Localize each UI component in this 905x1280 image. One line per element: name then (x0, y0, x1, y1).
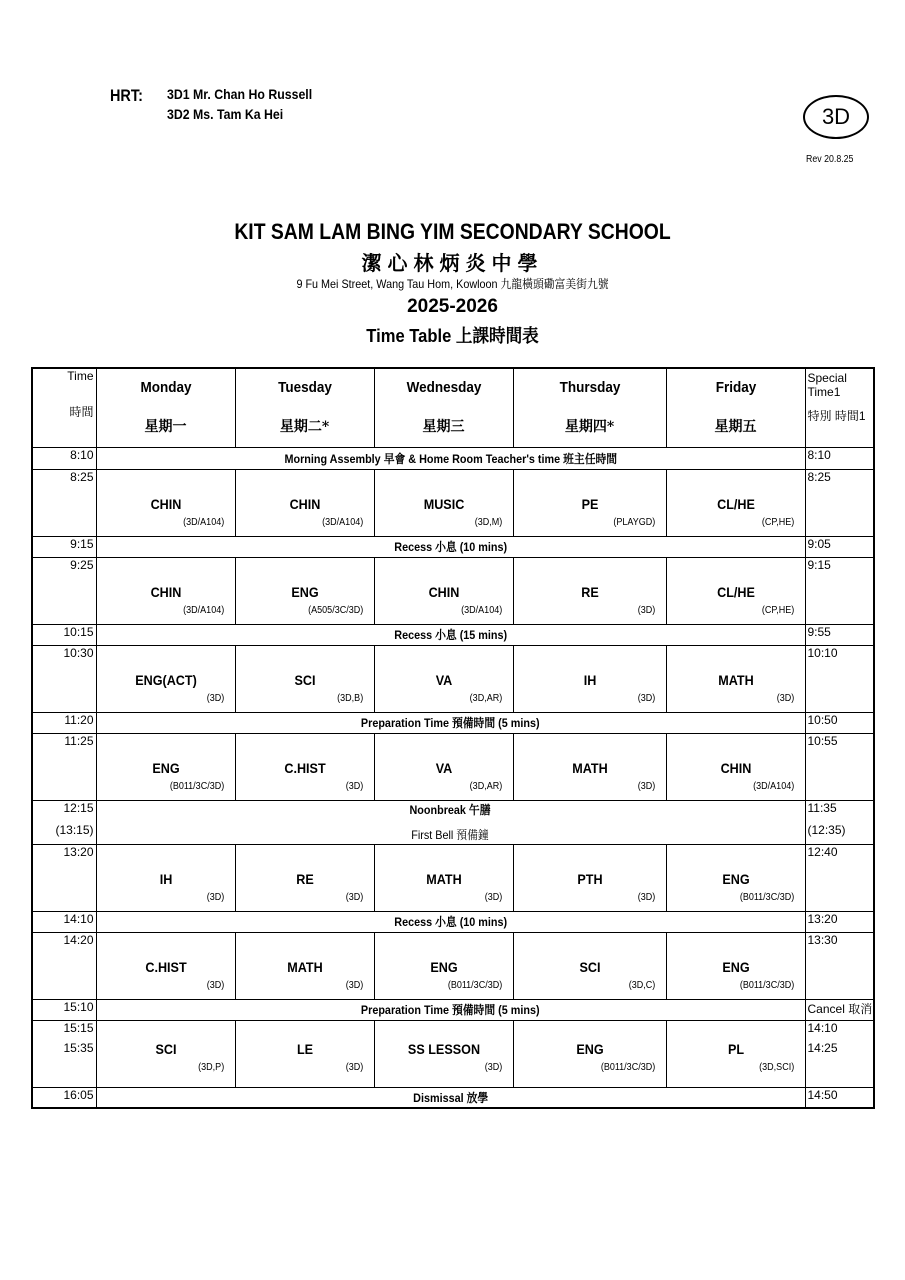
lesson-subject: SCI (578, 958, 601, 975)
lesson-cell (513, 645, 666, 712)
lesson-room: (3D) (484, 891, 502, 903)
timetable-title: Time Table 上課時間表 (366, 326, 539, 346)
period-special-value: 10:10 (807, 645, 838, 660)
period-time (32, 469, 96, 536)
lesson-cell (374, 469, 513, 536)
lesson-cell (666, 932, 805, 999)
lesson-cell (374, 932, 513, 999)
break-special-value: 11:35 (807, 800, 837, 815)
lesson-room: (3D) (345, 979, 363, 991)
break-time (32, 712, 96, 733)
break-label (96, 911, 805, 932)
period-time (32, 645, 96, 712)
lesson-room: (B011/3C/3D) (169, 780, 224, 792)
lesson-room: (3D) (345, 891, 363, 903)
break-special-value: 13:20 (807, 911, 838, 926)
lesson-subject: PE (581, 495, 598, 512)
break-special-value: 9:05 (807, 536, 831, 551)
lesson-cell (666, 557, 805, 624)
lesson-subject: SS LESSON (407, 1040, 480, 1057)
lesson-room: (3D) (206, 692, 224, 704)
break-time (32, 800, 96, 844)
lesson-subject: RE (580, 583, 599, 600)
break-label (96, 999, 805, 1020)
lesson-room: (3D) (637, 692, 655, 704)
period-time-value: 10:30 (63, 645, 94, 660)
period-row (32, 557, 874, 624)
period-special-value: 10:55 (807, 733, 838, 748)
period-special-value: 8:25 (807, 469, 831, 484)
break-text: Morning Assembly 早會 & Home Room Teacher's time 班主任時間 (284, 451, 617, 466)
period-time (32, 1020, 96, 1087)
lesson-cell (235, 645, 374, 712)
lesson-subject: CHIN (720, 759, 751, 776)
day-name-en: Thursday (559, 379, 620, 396)
lesson-cell (374, 645, 513, 712)
period-time-value: 8:25 (70, 469, 94, 484)
lesson-room: (B011/3C/3D) (600, 1061, 655, 1073)
break-label (96, 536, 805, 557)
break-row (32, 800, 874, 844)
break-text: Recess 小息 (10 mins) (394, 540, 507, 554)
lesson-cell (513, 844, 666, 911)
lesson-room: (3D) (484, 1061, 502, 1073)
break-special-time (805, 536, 874, 557)
break-text: Preparation Time 預備時間 (5 mins) (361, 1003, 540, 1017)
day-wednesday (374, 368, 513, 447)
break-row (32, 624, 874, 645)
time-header (32, 368, 96, 447)
lesson-subject: C.HIST (283, 759, 326, 776)
lesson-cell (96, 932, 235, 999)
hrt-teacher-3d2: 3D2 Ms. Tam Ka Hei (167, 106, 284, 122)
lesson-subject: ENG (575, 1040, 604, 1057)
break-label (96, 800, 805, 844)
period-time-value: 11:25 (64, 733, 94, 748)
break-label (96, 447, 805, 469)
first-bell-special: (12:35) (807, 822, 846, 837)
break-time-value: 16:05 (63, 1087, 94, 1102)
lesson-subject: ENG (721, 870, 750, 887)
first-bell-time: (13:15) (55, 822, 94, 837)
lesson-room: (3D) (206, 979, 224, 991)
period-time (32, 844, 96, 911)
day-name-en: Wednesday (406, 379, 481, 396)
day-name-zh: 星期二* (279, 419, 330, 435)
period-time (32, 557, 96, 624)
lesson-subject: MATH (717, 671, 754, 688)
class-code-badge: 3D (803, 95, 869, 139)
lesson-room: (CP,HE) (761, 604, 794, 616)
lesson-subject: CL/HE (716, 495, 755, 512)
period-row (32, 932, 874, 999)
lesson-cell (666, 469, 805, 536)
lesson-room: (3D/A104) (752, 780, 794, 792)
lesson-subject: IH (583, 671, 596, 688)
period-time-pre: 15:15 (63, 1020, 94, 1035)
day-name-zh: 星期一 (144, 419, 187, 435)
lesson-cell (666, 733, 805, 800)
lesson-subject: CHIN (150, 495, 181, 512)
lesson-subject: MATH (425, 870, 462, 887)
lesson-cell (96, 469, 235, 536)
lesson-room: (3D,SCI) (758, 1061, 794, 1073)
break-time (32, 536, 96, 557)
lesson-room: (3D) (776, 692, 794, 704)
lesson-subject: CHIN (289, 495, 320, 512)
break-label (96, 1087, 805, 1108)
lesson-subject: ENG (151, 759, 180, 776)
special-time-header (805, 368, 874, 447)
timetable (31, 367, 875, 1109)
period-special-value: 12:40 (807, 844, 838, 859)
lesson-subject: VA (435, 759, 452, 776)
lesson-room: (3D) (637, 891, 655, 903)
lesson-room: (3D,C) (628, 979, 655, 991)
break-special-time (805, 1087, 874, 1108)
day-name-zh: 星期四* (564, 419, 615, 435)
lesson-cell (374, 1020, 513, 1087)
break-time (32, 1087, 96, 1108)
school-address: 9 Fu Mei Street, Wang Tau Hom, Kowloon 九龍橫頭磡富美街九號 (296, 277, 609, 291)
lesson-subject: MATH (286, 958, 323, 975)
lesson-cell (96, 1020, 235, 1087)
break-row (32, 1087, 874, 1108)
break-text: Preparation Time 預備時間 (5 mins) (361, 716, 540, 730)
lesson-subject: PL (727, 1040, 744, 1057)
break-special-value: Cancel 取消 (807, 1001, 873, 1016)
period-time-value: 9:25 (70, 557, 94, 572)
lesson-room: (A505/3C/3D) (307, 604, 363, 616)
period-special-time (805, 469, 874, 536)
header-row (32, 368, 874, 447)
lesson-subject: IH (159, 870, 172, 887)
hrt-label: HRT: (110, 86, 143, 105)
break-time (32, 999, 96, 1020)
lesson-cell (374, 844, 513, 911)
day-name-zh: 星期五 (714, 419, 757, 435)
lesson-subject: ENG (429, 958, 458, 975)
period-special-time (805, 932, 874, 999)
time-header-zh: 時間 (69, 405, 94, 419)
break-time-value: 8:10 (70, 447, 94, 462)
break-row (32, 447, 874, 469)
lesson-room: (3D,P) (197, 1061, 224, 1073)
break-special-time (805, 447, 874, 469)
day-monday (96, 368, 235, 447)
period-special-time (805, 844, 874, 911)
break-time (32, 624, 96, 645)
lesson-room: (3D,M) (474, 516, 502, 528)
day-tuesday (235, 368, 374, 447)
time-header-en: Time (67, 369, 94, 383)
lesson-room: (B011/3C/3D) (447, 979, 502, 991)
school-name-en: KIT SAM LAM BING YIM SECONDARY SCHOOL (234, 219, 671, 244)
lesson-cell (666, 844, 805, 911)
period-special-value: 13:30 (807, 932, 838, 947)
period-time-value: 14:20 (63, 932, 94, 947)
lesson-cell (374, 557, 513, 624)
lesson-room: (3D) (637, 780, 655, 792)
break-special-value: 8:10 (807, 447, 831, 462)
break-row (32, 911, 874, 932)
period-special-value: 14:25 (807, 1040, 838, 1055)
lesson-cell (513, 733, 666, 800)
lesson-subject: LE (296, 1040, 313, 1057)
period-time (32, 932, 96, 999)
lesson-subject: MUSIC (423, 495, 464, 512)
lesson-cell (374, 733, 513, 800)
day-name-en: Friday (715, 379, 756, 396)
break-special-value: 9:55 (807, 624, 831, 639)
lesson-room: (3D,AR) (469, 692, 502, 704)
break-text: Recess 小息 (15 mins) (394, 628, 507, 642)
break-time (32, 447, 96, 469)
break-special-time (805, 999, 874, 1020)
lesson-subject: C.HIST (144, 958, 187, 975)
lesson-cell (666, 645, 805, 712)
lesson-subject: PTH (576, 870, 603, 887)
lesson-cell (235, 733, 374, 800)
period-row (32, 1020, 874, 1087)
break-time-value: 9:15 (70, 536, 94, 551)
school-year: 2025-2026 (407, 296, 498, 317)
school-name-zh: 潔心林炳炎中學 (361, 251, 544, 275)
break-time-value: 12:15 (63, 800, 94, 815)
break-special-value: 10:50 (807, 712, 838, 727)
special-time-header-zh: 特別 時間1 (807, 409, 866, 423)
break-time-value: 11:20 (64, 712, 94, 727)
lesson-cell (96, 557, 235, 624)
lesson-subject: SCI (293, 671, 316, 688)
lesson-cell (513, 932, 666, 999)
lesson-room: (3D/A104) (321, 516, 363, 528)
break-special-value: 14:50 (807, 1087, 838, 1102)
break-row (32, 536, 874, 557)
lesson-subject: ENG(ACT) (134, 671, 197, 688)
break-special-time (805, 800, 874, 844)
break-special-time (805, 712, 874, 733)
day-name-en: Tuesday (277, 379, 332, 396)
lesson-subject: CHIN (428, 583, 459, 600)
period-row (32, 733, 874, 800)
period-special-time (805, 645, 874, 712)
lesson-room: (PLAYGD) (612, 516, 655, 528)
lesson-room: (3D/A104) (182, 516, 224, 528)
lesson-room: (3D) (345, 1061, 363, 1073)
lesson-cell (513, 557, 666, 624)
first-bell-text: First Bell 預備鐘 (411, 828, 490, 842)
lesson-cell (235, 932, 374, 999)
break-text: Noonbreak 午膳 (409, 803, 491, 817)
lesson-subject: CL/HE (716, 583, 755, 600)
lesson-cell (666, 1020, 805, 1087)
lesson-room: (3D) (345, 780, 363, 792)
lesson-room: (3D) (206, 891, 224, 903)
hrt-teacher-3d1: 3D1 Mr. Chan Ho Russell (167, 86, 313, 102)
revision-note: Rev 20.8.25 (806, 154, 854, 165)
lesson-subject: CHIN (150, 583, 181, 600)
break-time-value: 15:10 (63, 999, 94, 1014)
lesson-room: (CP,HE) (761, 516, 794, 528)
lesson-room: (3D,B) (336, 692, 363, 704)
special-time-header-en: Special Time1 (807, 371, 847, 399)
period-time (32, 733, 96, 800)
period-row (32, 645, 874, 712)
period-special-time (805, 1020, 874, 1087)
lesson-subject: VA (435, 671, 452, 688)
break-row (32, 712, 874, 733)
break-label (96, 624, 805, 645)
period-row (32, 844, 874, 911)
break-row (32, 999, 874, 1020)
lesson-cell (96, 844, 235, 911)
period-special-value: 9:15 (807, 557, 831, 572)
period-special-time (805, 733, 874, 800)
break-time (32, 911, 96, 932)
lesson-cell (235, 469, 374, 536)
period-time-value: 13:20 (63, 844, 94, 859)
lesson-room: (B011/3C/3D) (739, 979, 794, 991)
break-text: Recess 小息 (10 mins) (394, 915, 507, 929)
lesson-cell (96, 733, 235, 800)
lesson-subject: SCI (154, 1040, 177, 1057)
lesson-cell (235, 557, 374, 624)
break-label (96, 712, 805, 733)
period-row (32, 469, 874, 536)
day-name-zh: 星期三 (422, 419, 465, 435)
lesson-cell (96, 645, 235, 712)
lesson-room: (3D) (637, 604, 655, 616)
lesson-room: (B011/3C/3D) (739, 891, 794, 903)
lesson-subject: ENG (721, 958, 750, 975)
break-special-time (805, 624, 874, 645)
day-thursday (513, 368, 666, 447)
break-time-value: 10:15 (63, 624, 94, 639)
period-special-time (805, 557, 874, 624)
break-time-value: 14:10 (63, 911, 94, 926)
lesson-cell (235, 844, 374, 911)
lesson-cell (513, 1020, 666, 1087)
lesson-room: (3D/A104) (460, 604, 502, 616)
day-friday (666, 368, 805, 447)
lesson-subject: MATH (571, 759, 608, 776)
lesson-cell (235, 1020, 374, 1087)
lesson-subject: RE (295, 870, 314, 887)
break-text: Dismissal 放學 (412, 1090, 489, 1105)
break-special-time (805, 911, 874, 932)
day-name-en: Monday (139, 379, 191, 396)
period-special-pre: 14:10 (807, 1020, 838, 1035)
lesson-room: (3D/A104) (182, 604, 224, 616)
lesson-subject: ENG (290, 583, 319, 600)
lesson-cell (513, 469, 666, 536)
lesson-room: (3D,AR) (469, 780, 502, 792)
period-time-value: 15:35 (63, 1040, 94, 1055)
